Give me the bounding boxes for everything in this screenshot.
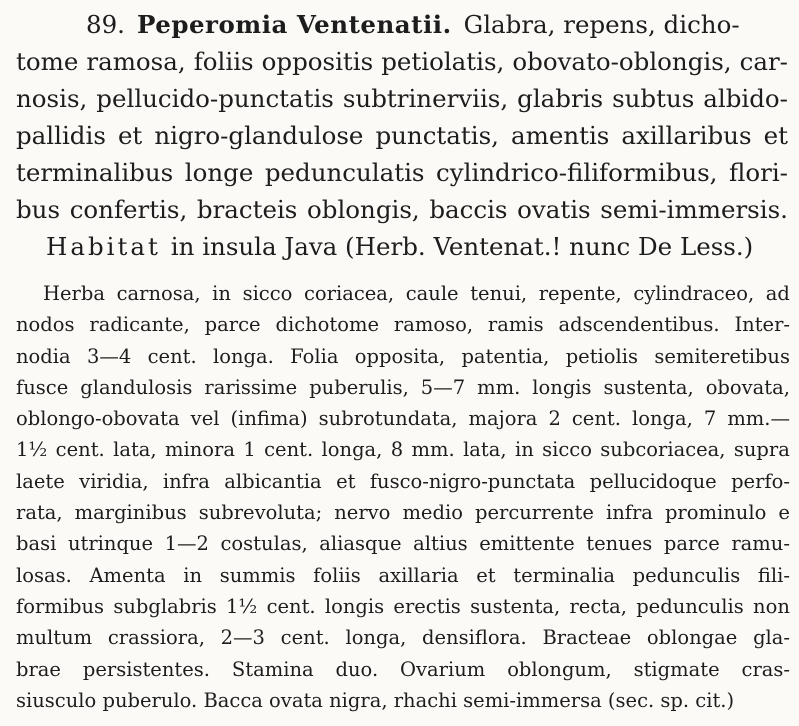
habitat-text: in insula Java (Herb. Ventenat.! nunc De Less.) — [170, 232, 754, 261]
description-line-1: Herba carnosa, in sicco coriacea, caule tenui, repente, cylindraceo, ad — [43, 282, 790, 305]
description-line-13: brae persistentes. Stamina duo. Ovarium oblongum, stigmate cras- — [16, 657, 790, 681]
description-line-6: 1½ cent. lata, minora 1 cent. longa, 8 mm. lata, in sicco subcoriacea, supra — [16, 438, 790, 462]
description-line-2: nodos radicante, parce dichotome ramoso, ramis adscendentibus. Inter- — [16, 313, 790, 337]
entry-number: 89. — [86, 10, 125, 39]
diagnosis-line-6: bus confertis, bracteis oblongis, baccis ovatis semi-immersis. — [16, 195, 788, 224]
description-line-11: formibus subglabris 1½ cent. longis erectis sustenta, recta, pedunculis non — [16, 594, 790, 618]
description-line-3: nodia 3—4 cent. longa. Folia opposita, patentia, petiolis semiteretibus — [16, 344, 790, 368]
description-line-9: basi utrinque 1—2 costulas, aliasque altius emittente tenues parce ramu- — [16, 532, 790, 556]
diagnosis-line-1 — [16, 6, 788, 43]
species-diagnosis — [16, 6, 788, 265]
description-line-7: laete viridia, infra albicantia et fusco-nigro-punctata pellucidoque perfo- — [16, 469, 790, 493]
diagnosis-line-3: nosis, pellucido-punctatis subtrinerviis, glabris subtus albido- — [16, 84, 788, 113]
description-line-12: multum crassiora, 2—3 cent. longa, densiflora. Bracteae oblongae gla- — [16, 626, 790, 650]
diagnosis-line-2: tome ramosa, foliis oppositis petiolatis, obovato-oblongis, car- — [16, 47, 788, 76]
species-name: Peperomia Ventenatii. — [136, 10, 452, 39]
description-line-10: losas. Amenta in summis foliis axillaria et terminalia pedunculis fili- — [16, 563, 790, 587]
habitat-label: Habitat — [46, 232, 161, 261]
description-line-14: siusculo puberulo. Bacca ovata nigra, rhachi semi-immersa (sec. sp. cit.) — [16, 688, 735, 712]
species-description — [16, 278, 790, 716]
description-line-8: rata, marginibus subrevoluta; nervo medio percurrente infra prominulo e — [16, 501, 790, 525]
diagnosis-text: Glabra, repens, dicho- — [463, 10, 740, 39]
description-line-5: oblongo-obovata vel (infima) subrotundata, majora 2 cent. longa, 7 mm.— — [16, 407, 790, 431]
diagnosis-line-4: pallidis et nigro-glandulose punctatis, amentis axillaribus et — [16, 121, 788, 150]
diagnosis-line-5: terminalibus longe pedunculatis cylindrico-filiformibus, flori- — [16, 158, 788, 187]
habitat-line — [16, 228, 788, 265]
description-line-4: fusce glandulosis rarissime puberulis, 5—7 mm. longis sustenta, obovata, — [16, 375, 790, 399]
